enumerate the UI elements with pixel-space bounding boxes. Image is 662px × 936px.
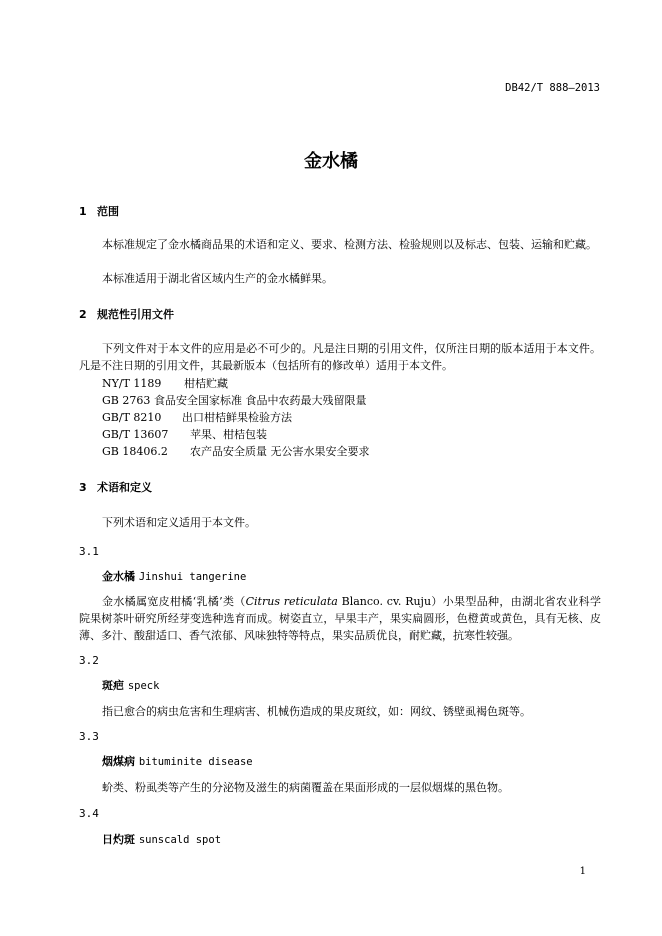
document-id: DB42/T 888—2013 [505,82,600,94]
section-2-paragraph-1: 下列文件对于本文件的应用是必不可少的。凡是注日期的引用文件，仅所注日期的版本适用于本文件。凡是不注日期的引用文件，其最新版本（包括所有的修改单）适用于本文件。 [79,342,601,372]
term-en: Jinshui tangerine [138,571,247,583]
reference-name: 食品安全国家标准 食品中农药最大残留限量 [154,394,367,407]
term-en: speck [127,680,160,692]
section-1-number: 1 [79,205,87,218]
page-number: 1 [579,866,586,877]
reference-code: NY/T 1189 [102,377,162,390]
term-heading [102,568,246,584]
term-definition [79,593,601,644]
section-1-paragraph-2: 本标准适用于湖北省区域内生产的金水橘鲜果。 [102,272,333,285]
reference-item [102,443,370,459]
term-number: 3.4 [79,807,99,820]
section-2-title: 规范性引用文件 [97,308,174,321]
term-heading [102,677,159,693]
term-definition: 蚧类、粉虱类等产生的分泌物及滋生的病菌覆盖在果面形成的一层似烟煤的黑色物。 [102,781,509,794]
term-number: 3.3 [79,730,99,743]
section-3-paragraph-1: 下列术语和定义适用于本文件。 [102,516,256,529]
term-definition-italic: Citrus reticulata [245,595,338,608]
reference-code: GB/T 13607 [102,428,169,441]
term-zh: 烟煤病 [102,755,135,768]
section-3-number: 3 [79,481,87,494]
term-definition: 指已愈合的病虫危害和生理病害、机械伤造成的果皮斑纹，如：网纹、锈壁虱褐色斑等。 [102,705,531,718]
reference-code: GB 2763 [102,394,151,407]
reference-code: GB 18406.2 [102,445,168,458]
document-title: 金水橘 [304,151,358,172]
section-1-heading [79,203,119,219]
section-2-heading [79,306,174,322]
section-3-title: 术语和定义 [97,481,152,494]
term-number: 3.2 [79,654,99,667]
section-3-heading [79,479,152,495]
reference-name: 柑桔贮藏 [184,377,228,390]
term-en: bituminite disease [138,756,253,768]
term-zh: 日灼斑 [102,833,135,846]
section-2-number: 2 [79,308,87,321]
term-number: 3.1 [79,545,99,558]
term-zh: 金水橘 [102,570,135,583]
section-1-paragraph-1: 本标准规定了金水橘商品果的术语和定义、要求、检测方法、检验规则以及标志、包装、运输和贮藏。 [102,238,597,251]
term-zh: 斑疤 [102,679,124,692]
term-definition-part-b: Blanco. cv. Ruju）小果型品种，由湖北省农业科学院果树茶叶研究所经芽变选种选育而成。树姿直立，早果丰产，果实扁圆形，色橙黄或黄色，具有无核、皮薄、多汁、酸甜适口、香气浓郁、风味独特等特点，果实品质优良，耐贮藏，抗寒性较强。 [79,595,602,642]
reference-name: 出口柑桔鲜果检验方法 [182,411,292,424]
term-definition-part-a: 金水橘属宽皮柑橘‘乳橘’类（ [102,595,246,608]
term-heading [102,753,253,769]
section-1-title: 范围 [97,205,119,218]
reference-name: 苹果、柑桔包装 [190,428,267,441]
reference-item [102,392,367,408]
reference-name: 农产品安全质量 无公害水果安全要求 [190,445,370,458]
reference-item [102,426,267,442]
reference-code: GB/T 8210 [102,411,162,424]
reference-item [102,409,292,425]
term-heading [102,831,221,847]
reference-item [102,375,228,391]
term-en: sunscald spot [138,834,222,846]
